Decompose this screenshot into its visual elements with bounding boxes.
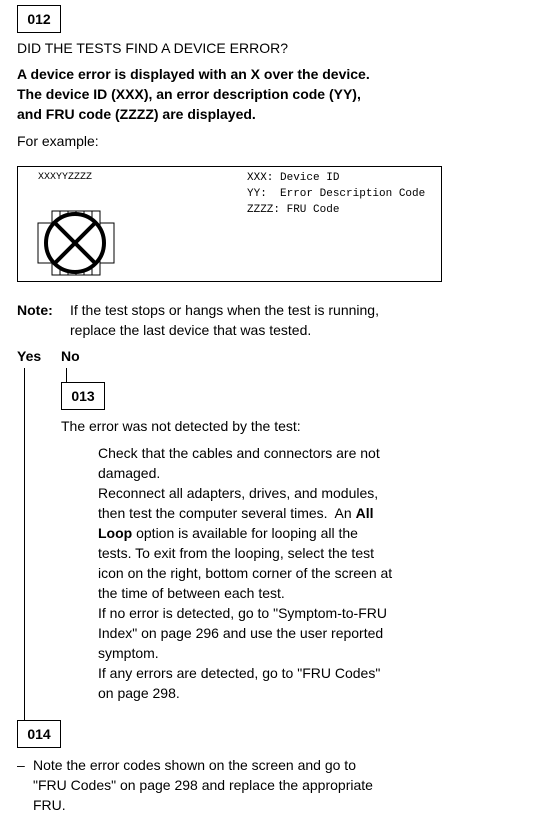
note-label: Note: (17, 302, 53, 318)
intro-line-2: The device ID (XXX), an error description code (YY), (17, 86, 361, 102)
note-line-1: If the test stops or hangs when the test is running, (70, 302, 379, 318)
final-line-1: Note the error codes shown on the screen and go to (33, 757, 356, 773)
final-line-3: FRU. (33, 797, 66, 813)
yes-branch-line (24, 368, 25, 720)
question-heading: DID THE TESTS FIND A DEVICE ERROR? (17, 40, 288, 56)
check-line-2: damaged. (98, 465, 161, 481)
yes-label: Yes (17, 348, 42, 364)
step-number: 014 (27, 726, 51, 742)
device-error-x-icon (32, 207, 122, 279)
reconnect-line-5: icon on the right, bottom corner of the screen at (98, 565, 393, 581)
any-errors-line-1: If any errors are detected, go to "FRU Codes" (98, 665, 381, 681)
step-012-box (17, 5, 61, 33)
no-branch-line (66, 368, 67, 382)
intro-line-1: A device error is displayed with an X over the device. (17, 66, 370, 82)
no-error-line-3: symptom. (98, 645, 159, 661)
all-keyword: All (355, 505, 374, 521)
example-code: XXXYYZZZZ (38, 172, 93, 183)
reconnect-text: option is available for looping all the (132, 525, 358, 541)
legend-device-id: XXX: Device ID (247, 172, 340, 184)
reconnect-line-6: the time of between each test. (98, 585, 285, 601)
legend-error-code: YY: Error Description Code (247, 188, 426, 200)
step-014-box (17, 720, 61, 748)
no-error-line-2: Index" on page 296 and use the user reported (98, 625, 384, 641)
final-dash: – (17, 757, 25, 773)
not-detected-text: The error was not detected by the test: (61, 418, 301, 434)
reconnect-text: then test the computer several times. An (98, 505, 352, 521)
step-number: 013 (71, 388, 95, 404)
no-error-line-1: If no error is detected, go to "Symptom-to-FRU (98, 605, 387, 621)
example-frame (17, 166, 442, 282)
any-errors-line-2: on page 298. (98, 685, 180, 701)
loop-keyword: Loop (98, 525, 133, 541)
no-label: No (61, 348, 80, 364)
step-number: 012 (27, 11, 51, 27)
for-example-label: For example: (17, 133, 99, 149)
reconnect-line-4: tests. To exit from the looping, select the test (98, 545, 374, 561)
final-line-2: "FRU Codes" on page 298 and replace the appropriate (33, 777, 373, 793)
reconnect-line-2 (98, 503, 373, 523)
note-line-2: replace the last device that was tested. (70, 322, 312, 338)
reconnect-line-3 (98, 523, 358, 543)
step-013-box (61, 382, 105, 410)
legend-fru-code: ZZZZ: FRU Code (247, 204, 340, 216)
check-line-1: Check that the cables and connectors are not (98, 445, 380, 461)
intro-line-3: and FRU code (ZZZZ) are displayed. (17, 106, 256, 122)
reconnect-line-1: Reconnect all adapters, drives, and modules, (98, 485, 379, 501)
